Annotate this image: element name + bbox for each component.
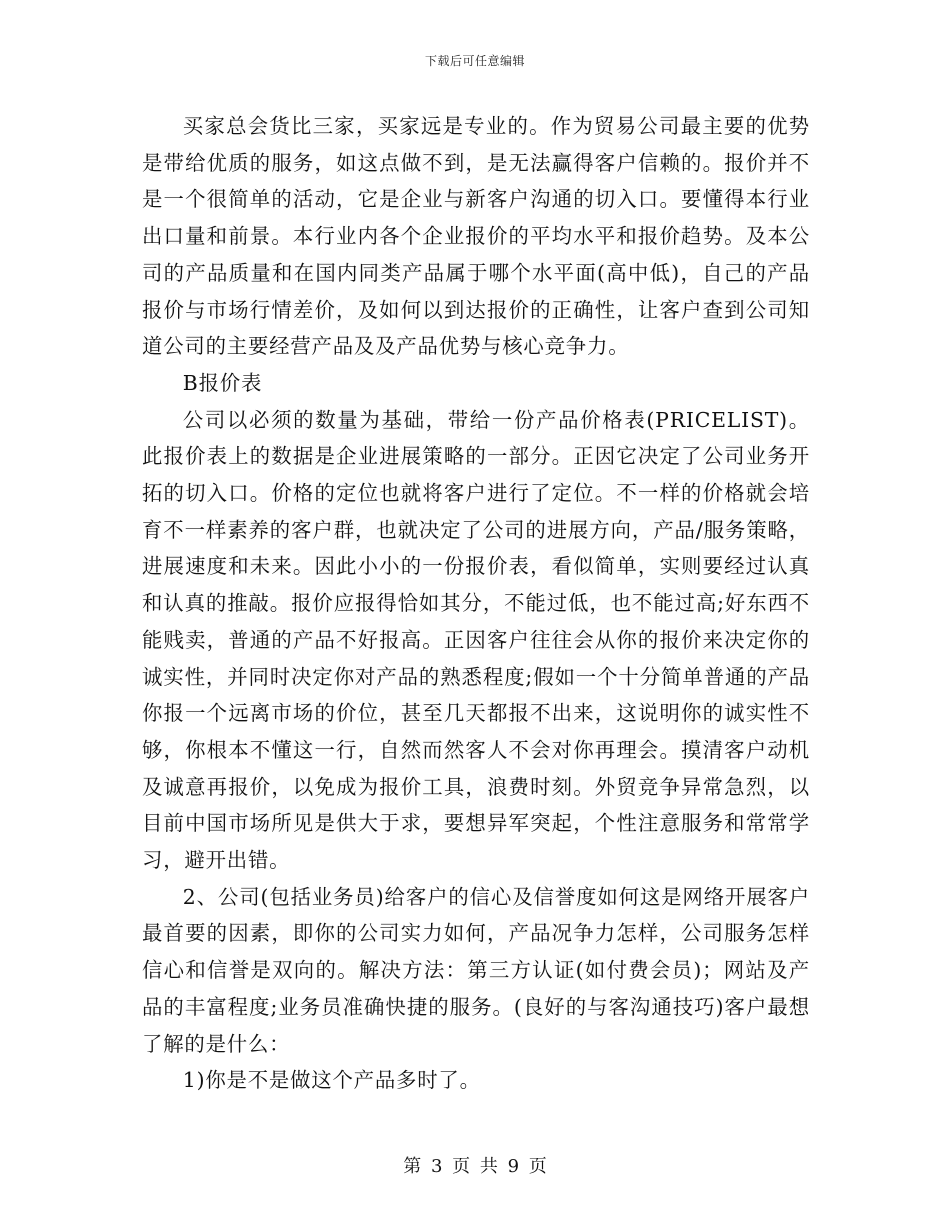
- paragraph-quotation-intro: 买家总会货比三家，买家远是专业的。作为贸易公司最主要的优势是带给优质的服务，如这点做不到，是无法赢得客户信赖的。报价并不是一个很简单的活动，它是企业与新客户沟通的切入口。要懂得本行业出口量和前景。本行业内各个企业报价的平均水平和报价趋势。及本公司的产品质量和在国内同类产品属于哪个水平面(高中低)，自己的产品报价与市场行情差价，及如何以到达报价的正确性，让客户查到公司知道公司的主要经营产品及及产品优势与核心竞争力。: [142, 114, 810, 359]
- page-number-footer: 第 3 页 共 9 页: [403, 1156, 547, 1177]
- document-body: [142, 108, 810, 1099]
- section-heading-price-list: B报价表: [182, 370, 263, 395]
- paragraph-credibility: 2、公司(包括业务员)给客户的信心及信誉度如何这是网络开展客户最首要的因素，即你的公司实力如何，产品况争力怎样，公司服务怎样信心和信誉是双向的。解决方法：第三方认证(如付费会员)；网站及产品的丰富程度;业务员准确快捷的服务。(良好的与客沟通技巧)客户最想了解的是什么：: [142, 884, 810, 1056]
- page-header: 下载后可任意编辑: [424, 54, 525, 68]
- list-item-1: 1)你是不是做这个产品多时了。: [182, 1068, 481, 1093]
- paragraph-price-list: 公司以必须的数量为基础，带给一份产品价格表(PRICELIST)。此报价表上的数据是企业进展策略的一部分。正因它决定了公司业务开拓的切入口。价格的定位也就将客户进行了定位。不一样的价格就会培育不一样素养的客户群，也就决定了公司的进展方向，产品/服务策略，进展速度和未来。因此小小的一份报价表，看似简单，实则要经过认真和认真的推敲。报价应报得恰如其分，不能过低，也不能过高;好东西不能贱卖，普通的产品不好报高。正因客户往往会从你的报价来决定你的诚实性，并同时决定你对产品的熟悉程度;假如一个十分简单普通的产品你报一个远离市场的价位，甚至几天都报不出来，这说明你的诚实性不够，你根本不懂这一行，自然而然客人不会对你再理会。摸清客户动机及诚意再报价，以免成为报价工具，浪费时刻。外贸竞争异常急烈，以目前中国市场所见是供大于求，要想异军突起，个性注意服务和常常学习，避开出错。: [142, 407, 810, 873]
